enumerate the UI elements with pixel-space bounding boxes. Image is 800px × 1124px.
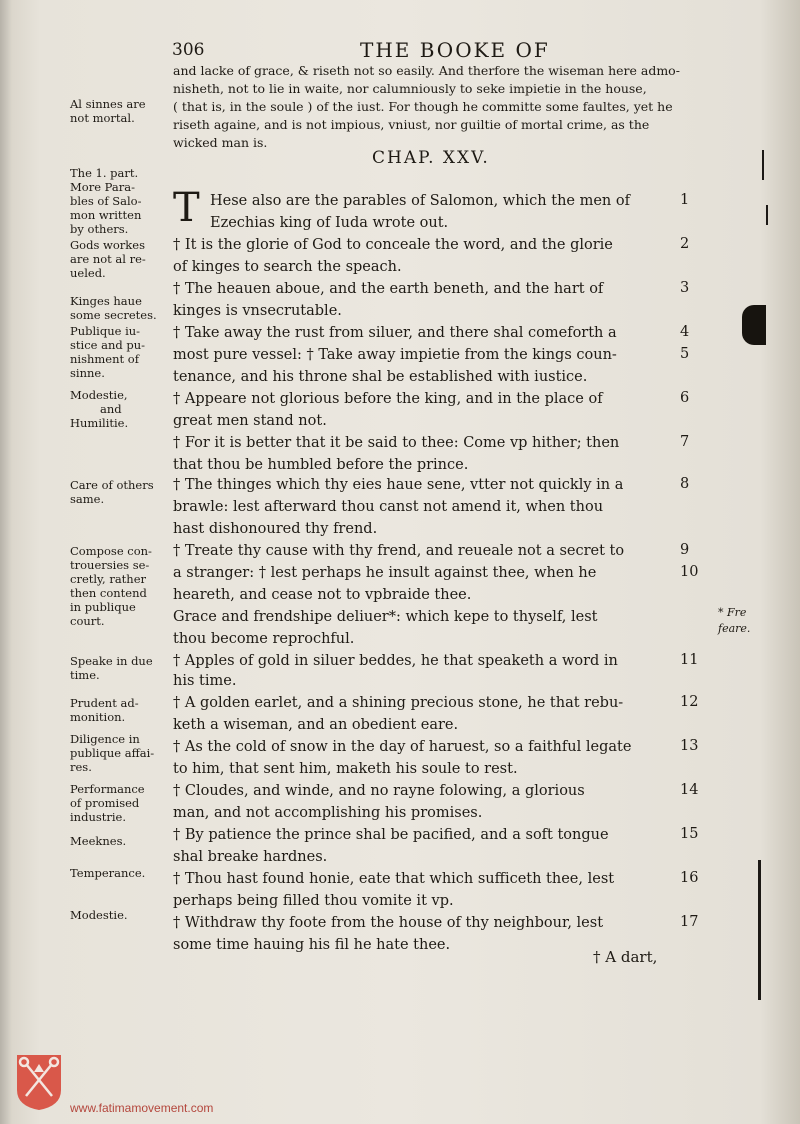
verse-number: 9 bbox=[680, 542, 690, 558]
text-line: kinges is vnsecrutable. bbox=[173, 303, 342, 319]
margin-note: Meeknes. bbox=[70, 834, 127, 848]
edge-mark bbox=[762, 150, 764, 180]
margin-note: Compose con- trouersies se- cretly, rather then contend in publique court. bbox=[70, 544, 152, 628]
intro-line: riseth againe, and is not impious, vniust, nor guiltie of mortal crime, as the bbox=[173, 117, 650, 132]
margin-note: Prudent ad- monition. bbox=[70, 696, 139, 724]
margin-note: Performance of promised industrie. bbox=[70, 782, 145, 824]
edge-mark bbox=[766, 205, 768, 225]
text-line: † By patience the prince shal be pacified, and a soft tongue bbox=[173, 827, 609, 843]
verse-number: 15 bbox=[680, 826, 699, 842]
text-line: † The heauen aboue, and the earth beneth, and the hart of bbox=[173, 281, 604, 297]
text-line: † A golden earlet, and a shining precious stone, he that rebu- bbox=[173, 695, 624, 711]
text-line: Hese also are the parables of Salomon, which the men of bbox=[210, 193, 630, 209]
text-line: some time hauing his fil he hate thee. bbox=[173, 937, 451, 953]
margin-note: Gods workes are not al re- ueled. bbox=[70, 238, 146, 280]
text-line: great men stand not. bbox=[173, 413, 327, 429]
text-line: † Treate thy cause with thy frend, and reueale not a secret to bbox=[173, 543, 625, 559]
crossed-keys-logo-icon bbox=[14, 1052, 64, 1112]
text-line: thou become reprochful. bbox=[173, 631, 355, 647]
margin-note: Speake in due time. bbox=[70, 654, 153, 682]
text-line: hast dishonoured thy frend. bbox=[173, 521, 378, 537]
text-line: † Take away the rust from siluer, and there shal comeforth a bbox=[173, 325, 617, 341]
verse-number: 13 bbox=[680, 738, 699, 754]
text-line: tenance, and his throne shal be established with iustice. bbox=[173, 369, 588, 385]
margin-note: Care of others same. bbox=[70, 478, 154, 506]
margin-note: Temperance. bbox=[70, 866, 146, 880]
verse-number: 16 bbox=[680, 870, 699, 886]
intro-line: and lacke of grace, & riseth not so easily. And therfore the wiseman here admo- bbox=[173, 63, 680, 78]
verse-number: 1 bbox=[680, 192, 690, 208]
text-line: brawle: lest afterward thou canst not amend it, when thou bbox=[173, 499, 604, 515]
verse-number: 12 bbox=[680, 694, 699, 710]
verse-number: 11 bbox=[680, 652, 699, 668]
verse-number: 8 bbox=[680, 476, 690, 492]
text-line: most pure vessel: † Take away impietie from the kings coun- bbox=[173, 347, 617, 363]
text-line: † As the cold of snow in the day of haruest, so a faithful legate bbox=[173, 739, 632, 755]
page-header bbox=[170, 38, 730, 62]
drop-cap: T bbox=[173, 185, 200, 231]
margin-note: Modestie. bbox=[70, 908, 128, 922]
text-line: man, and not accomplishing his promises. bbox=[173, 805, 483, 821]
verse-number: 7 bbox=[680, 434, 690, 450]
margin-note: The 1. part. More Para- bles of Salo- mon written by others. bbox=[70, 166, 142, 236]
text-line: Ezechias king of Iuda wrote out. bbox=[210, 215, 449, 231]
text-line: † The thinges which thy eies haue sene, vtter not quickly in a bbox=[173, 477, 624, 493]
verse-number: 4 bbox=[680, 324, 690, 340]
verse-number: 17 bbox=[680, 914, 699, 930]
verse-number: 2 bbox=[680, 236, 690, 252]
margin-note: Diligence in publique affai- res. bbox=[70, 732, 155, 774]
verse-number: 5 bbox=[680, 346, 690, 362]
text-line: † Appeare not glorious before the king, and in the place of bbox=[173, 391, 603, 407]
verse-number: 14 bbox=[680, 782, 699, 798]
running-title: THE BOOKE OF bbox=[360, 38, 550, 62]
text-line: † Thou hast found honie, eate that which sufficeth thee, lest bbox=[173, 871, 615, 887]
text-line: that thou be humbled before the prince. bbox=[173, 457, 469, 473]
text-line: keth a wiseman, and an obedient eare. bbox=[173, 717, 459, 733]
text-line: his time. bbox=[173, 673, 237, 689]
margin-note: Kinges haue some secretes. bbox=[70, 294, 157, 322]
text-line: † Cloudes, and winde, and no rayne folowing, a glorious bbox=[173, 783, 585, 799]
intro-line: nisheth, not to lie in waite, nor calumniously to seke impietie in the house, bbox=[173, 81, 647, 96]
intro-line: wicked man is. bbox=[173, 135, 268, 150]
verse-number: 10 bbox=[680, 564, 699, 580]
margin-note: Publique iu- stice and pu- nishment of sinne. bbox=[70, 324, 146, 380]
text-line: of kinges to search the speach. bbox=[173, 259, 402, 275]
intro-line: ( that is, in the soule ) of the iust. For though he committe some faultes, yet he bbox=[173, 99, 673, 114]
verse-number: 6 bbox=[680, 390, 690, 406]
catchword: † A dart, bbox=[593, 948, 658, 966]
margin-note: Al sinnes are not mortal. bbox=[70, 97, 146, 125]
text-line: heareth, and cease not to vpbraide thee. bbox=[173, 587, 472, 603]
edge-mark bbox=[758, 860, 761, 1000]
margin-note: Modestie, and Humilitie. bbox=[70, 388, 129, 430]
text-line: Grace and frendshipe deliuer*: which kepe to thyself, lest bbox=[173, 609, 598, 625]
text-line: † Withdraw thy foote from the house of thy neighbour, lest bbox=[173, 915, 604, 931]
page-gutter-shadow bbox=[0, 0, 12, 1124]
text-line: † It is the glorie of God to conceale the word, and the glorie bbox=[173, 237, 613, 253]
chapter-heading: CHAP. XXV. bbox=[372, 148, 490, 168]
verse-number: 3 bbox=[680, 280, 690, 296]
text-line: perhaps being filled thou vomite it vp. bbox=[173, 893, 454, 909]
text-line: † For it is better that it be said to thee: Come vp hither; then bbox=[173, 435, 620, 451]
text-line: a stranger: † lest perhaps he insult against thee, when he bbox=[173, 565, 597, 581]
page-number: 306 bbox=[172, 40, 205, 60]
text-line: to him, that sent him, maketh his soule to rest. bbox=[173, 761, 518, 777]
text-line: shal breake hardnes. bbox=[173, 849, 328, 865]
page-edge-tab bbox=[742, 305, 766, 345]
right-margin-note: * Fre feare. bbox=[718, 606, 751, 635]
text-line: † Apples of gold in siluer beddes, he that speaketh a word in bbox=[173, 653, 618, 669]
footer-url[interactable]: www.fatimamovement.com bbox=[70, 1101, 214, 1115]
